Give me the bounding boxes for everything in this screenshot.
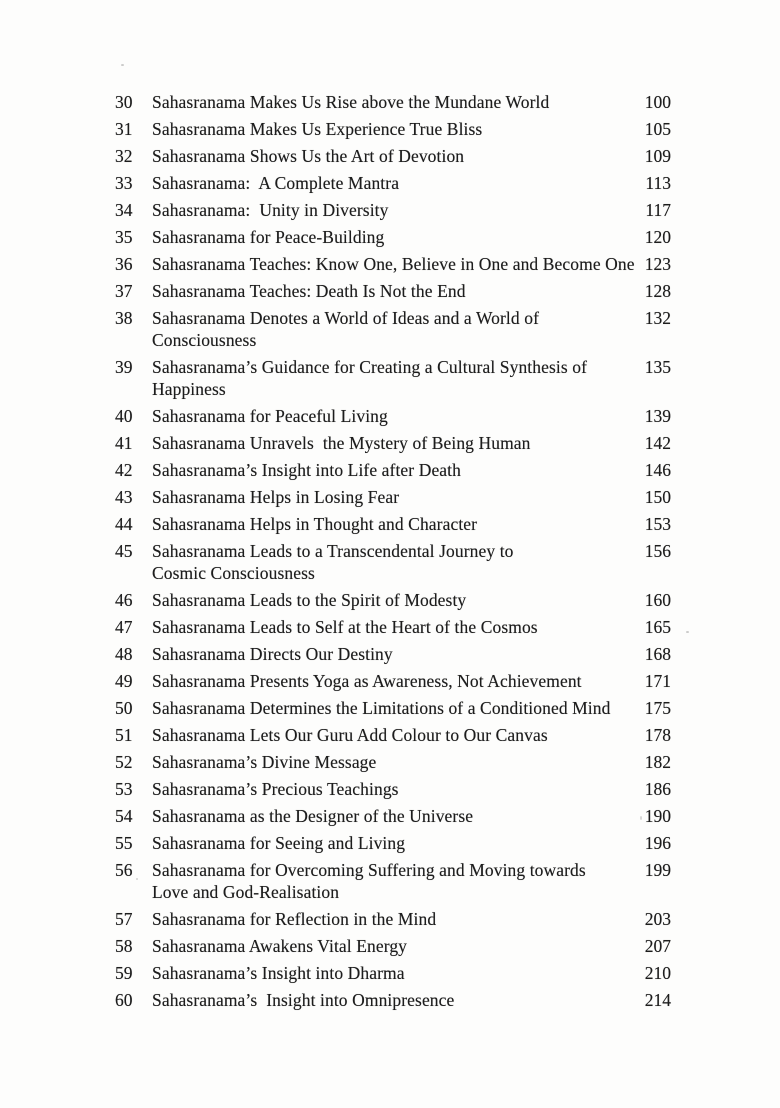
chapter-number: 53 <box>115 779 133 799</box>
toc-entry <box>115 859 671 903</box>
chapter-title <box>152 145 629 167</box>
chapter-title-line1: Sahasranama Leads to a Transcendental Journey to <box>152 541 514 561</box>
chapter-title <box>152 356 629 400</box>
toc-entry <box>115 253 671 275</box>
chapter-number: 58 <box>115 936 133 956</box>
chapter-number: 30 <box>115 92 133 112</box>
chapter-title <box>152 989 629 1011</box>
chapter-title-line1: Sahasranama Helps in Losing Fear <box>152 487 400 507</box>
chapter-number: 34 <box>115 200 133 220</box>
chapter-title <box>152 486 629 508</box>
chapter-number: 49 <box>115 671 133 691</box>
scan-speck <box>136 878 138 880</box>
chapter-title <box>152 962 629 984</box>
chapter-title-line1: Sahasranama Leads to Self at the Heart of the Cosmos <box>152 617 538 637</box>
page-number: 150 <box>644 487 671 507</box>
chapter-title <box>152 540 629 584</box>
chapter-number: 41 <box>115 433 133 453</box>
page-number: 203 <box>644 909 671 929</box>
chapter-number: 54 <box>115 806 133 826</box>
chapter-number: 31 <box>115 119 133 139</box>
table-of-contents <box>115 91 671 1016</box>
scan-speck <box>686 631 689 633</box>
chapter-title-line1: Sahasranama’s Insight into Omnipresence <box>152 990 455 1010</box>
chapter-title-line1: Sahasranama Directs Our Destiny <box>152 644 393 664</box>
scan-speck <box>120 923 123 925</box>
chapter-number: 50 <box>115 698 133 718</box>
page-number: 214 <box>644 990 671 1010</box>
page-number: 182 <box>644 752 671 772</box>
chapter-number: 36 <box>115 254 133 274</box>
page-number: 117 <box>645 200 671 220</box>
chapter-title-line1: Sahasranama for Overcoming Suffering and Moving towards <box>152 860 586 880</box>
chapter-title-line1: Sahasranama Makes Us Rise above the Mundane World <box>152 92 550 112</box>
toc-entry <box>115 935 671 957</box>
chapter-title-line1: Sahasranama Determines the Limitations of a Conditioned Mind <box>152 698 611 718</box>
chapter-title-line1: Sahasranama Leads to the Spirit of Modesty <box>152 590 467 610</box>
chapter-number: 57 <box>115 909 133 929</box>
chapter-title <box>152 616 629 638</box>
toc-entry <box>115 226 671 248</box>
chapter-title-line2: Love and God-Realisation <box>152 882 340 902</box>
chapter-number: 48 <box>115 644 133 664</box>
chapter-number: 43 <box>115 487 133 507</box>
chapter-title-line2: Consciousness <box>152 330 257 350</box>
page-number: 109 <box>644 146 671 166</box>
chapter-title <box>152 859 629 903</box>
chapter-number: 52 <box>115 752 133 772</box>
page-number: 139 <box>644 406 671 426</box>
page-number: 153 <box>644 514 671 534</box>
chapter-number: 37 <box>115 281 133 301</box>
scan-speck <box>640 816 642 820</box>
chapter-title <box>152 643 629 665</box>
chapter-title-line1: Sahasranama for Peaceful Living <box>152 406 388 426</box>
chapter-title <box>152 724 629 746</box>
toc-entry <box>115 199 671 221</box>
chapter-title-line1: Sahasranama: Unity in Diversity <box>152 200 389 220</box>
chapter-title-line1: Sahasranama Awakens Vital Energy <box>152 936 408 956</box>
chapter-title-line1: Sahasranama Helps in Thought and Character <box>152 514 478 534</box>
chapter-number: 33 <box>115 173 133 193</box>
chapter-title <box>152 832 629 854</box>
chapter-number: 46 <box>115 590 133 610</box>
chapter-title-line1: Sahasranama Makes Us Experience True Bliss <box>152 119 483 139</box>
page-number: 105 <box>644 119 671 139</box>
chapter-title-line1: Sahasranama Shows Us the Art of Devotion <box>152 146 465 166</box>
chapter-title <box>152 805 629 827</box>
chapter-title <box>152 908 629 930</box>
chapter-title <box>152 226 629 248</box>
page-number: 210 <box>644 963 671 983</box>
chapter-title <box>152 91 629 113</box>
chapter-title-line1: Sahasranama’s Precious Teachings <box>152 779 399 799</box>
chapter-title <box>152 405 629 427</box>
chapter-title <box>152 697 629 719</box>
chapter-title <box>152 751 629 773</box>
toc-entry <box>115 778 671 800</box>
chapter-number: 38 <box>115 308 133 328</box>
page-number: 171 <box>644 671 671 691</box>
chapter-number: 56 <box>115 860 133 880</box>
toc-entry <box>115 908 671 930</box>
chapter-title <box>152 670 629 692</box>
toc-entry <box>115 697 671 719</box>
page-number: 100 <box>644 92 671 112</box>
toc-entry <box>115 643 671 665</box>
chapter-number: 47 <box>115 617 133 637</box>
page-number: 132 <box>644 308 671 328</box>
chapter-title-line1: Sahasranama’s Divine Message <box>152 752 377 772</box>
chapter-title <box>152 172 629 194</box>
chapter-number: 60 <box>115 990 133 1010</box>
page-number: 160 <box>644 590 671 610</box>
chapter-title-line1: Sahasranama Unravels the Mystery of Being Human <box>152 433 531 453</box>
page-number: 199 <box>644 860 671 880</box>
page-number: 142 <box>644 433 671 453</box>
toc-entry <box>115 513 671 535</box>
toc-entry <box>115 805 671 827</box>
chapter-number: 55 <box>115 833 133 853</box>
chapter-title <box>152 199 629 221</box>
chapter-title-line1: Sahasranama Denotes a World of Ideas and a World of <box>152 308 539 328</box>
chapter-number: 45 <box>115 541 133 561</box>
chapter-title-line1: Sahasranama for Peace-Building <box>152 227 385 247</box>
chapter-title-line1: Sahasranama Teaches: Know One, Believe in One and Become One <box>152 254 635 274</box>
toc-entry <box>115 962 671 984</box>
chapter-title <box>152 432 629 454</box>
chapter-title-line1: Sahasranama’s Guidance for Creating a Cultural Synthesis of <box>152 357 588 377</box>
page-number: 190 <box>644 806 671 826</box>
chapter-title-line2: Happiness <box>152 379 226 399</box>
page-number: 120 <box>644 227 671 247</box>
toc-entry <box>115 540 671 584</box>
toc-entry <box>115 989 671 1011</box>
chapter-number: 44 <box>115 514 133 534</box>
chapter-title <box>152 280 629 302</box>
chapter-title-line1: Sahasranama Presents Yoga as Awareness, Not Achievement <box>152 671 582 691</box>
toc-entry <box>115 589 671 611</box>
chapter-title-line1: Sahasranama for Reflection in the Mind <box>152 909 437 929</box>
page-number: 175 <box>644 698 671 718</box>
chapter-title <box>152 459 629 481</box>
toc-entry <box>115 670 671 692</box>
chapter-title-line1: Sahasranama for Seeing and Living <box>152 833 406 853</box>
chapter-title <box>152 253 635 275</box>
chapter-title <box>152 307 629 351</box>
toc-entry <box>115 751 671 773</box>
page-number: 186 <box>644 779 671 799</box>
page-number: 207 <box>644 936 671 956</box>
toc-entry <box>115 832 671 854</box>
toc-entry <box>115 724 671 746</box>
page-number: 165 <box>644 617 671 637</box>
toc-entry <box>115 486 671 508</box>
toc-entry <box>115 459 671 481</box>
page-number: 168 <box>644 644 671 664</box>
page-number: 156 <box>644 541 671 561</box>
toc-entry <box>115 307 671 351</box>
chapter-number: 39 <box>115 357 133 377</box>
page-number: 196 <box>644 833 671 853</box>
chapter-number: 35 <box>115 227 133 247</box>
chapter-title-line2: Cosmic Consciousness <box>152 563 315 583</box>
toc-entry <box>115 616 671 638</box>
toc-entry <box>115 405 671 427</box>
chapter-number: 32 <box>115 146 133 166</box>
chapter-title <box>152 935 629 957</box>
page-number: 123 <box>644 254 671 274</box>
chapter-number: 51 <box>115 725 133 745</box>
chapter-title <box>152 513 629 535</box>
chapter-title-line1: Sahasranama Lets Our Guru Add Colour to Our Canvas <box>152 725 548 745</box>
toc-entry <box>115 280 671 302</box>
chapter-title <box>152 589 629 611</box>
chapter-title-line1: Sahasranama Teaches: Death Is Not the End <box>152 281 466 301</box>
chapter-title-line1: Sahasranama’s Insight into Dharma <box>152 963 405 983</box>
page-number: 135 <box>644 357 671 377</box>
toc-entry <box>115 432 671 454</box>
chapter-number: 42 <box>115 460 133 480</box>
toc-entry <box>115 356 671 400</box>
chapter-title <box>152 118 629 140</box>
chapter-title-line1: Sahasranama: A Complete Mantra <box>152 173 400 193</box>
page-number: 146 <box>644 460 671 480</box>
page-number: 178 <box>644 725 671 745</box>
toc-entry <box>115 118 671 140</box>
scan-speck <box>121 64 124 66</box>
chapter-title-line1: Sahasranama’s Insight into Life after Death <box>152 460 461 480</box>
page-number: 113 <box>645 173 671 193</box>
toc-entry <box>115 172 671 194</box>
toc-entry <box>115 91 671 113</box>
page-number: 128 <box>644 281 671 301</box>
chapter-number: 40 <box>115 406 133 426</box>
chapter-number: 59 <box>115 963 133 983</box>
chapter-title-line1: Sahasranama as the Designer of the Universe <box>152 806 474 826</box>
chapter-title <box>152 778 629 800</box>
toc-entry <box>115 145 671 167</box>
